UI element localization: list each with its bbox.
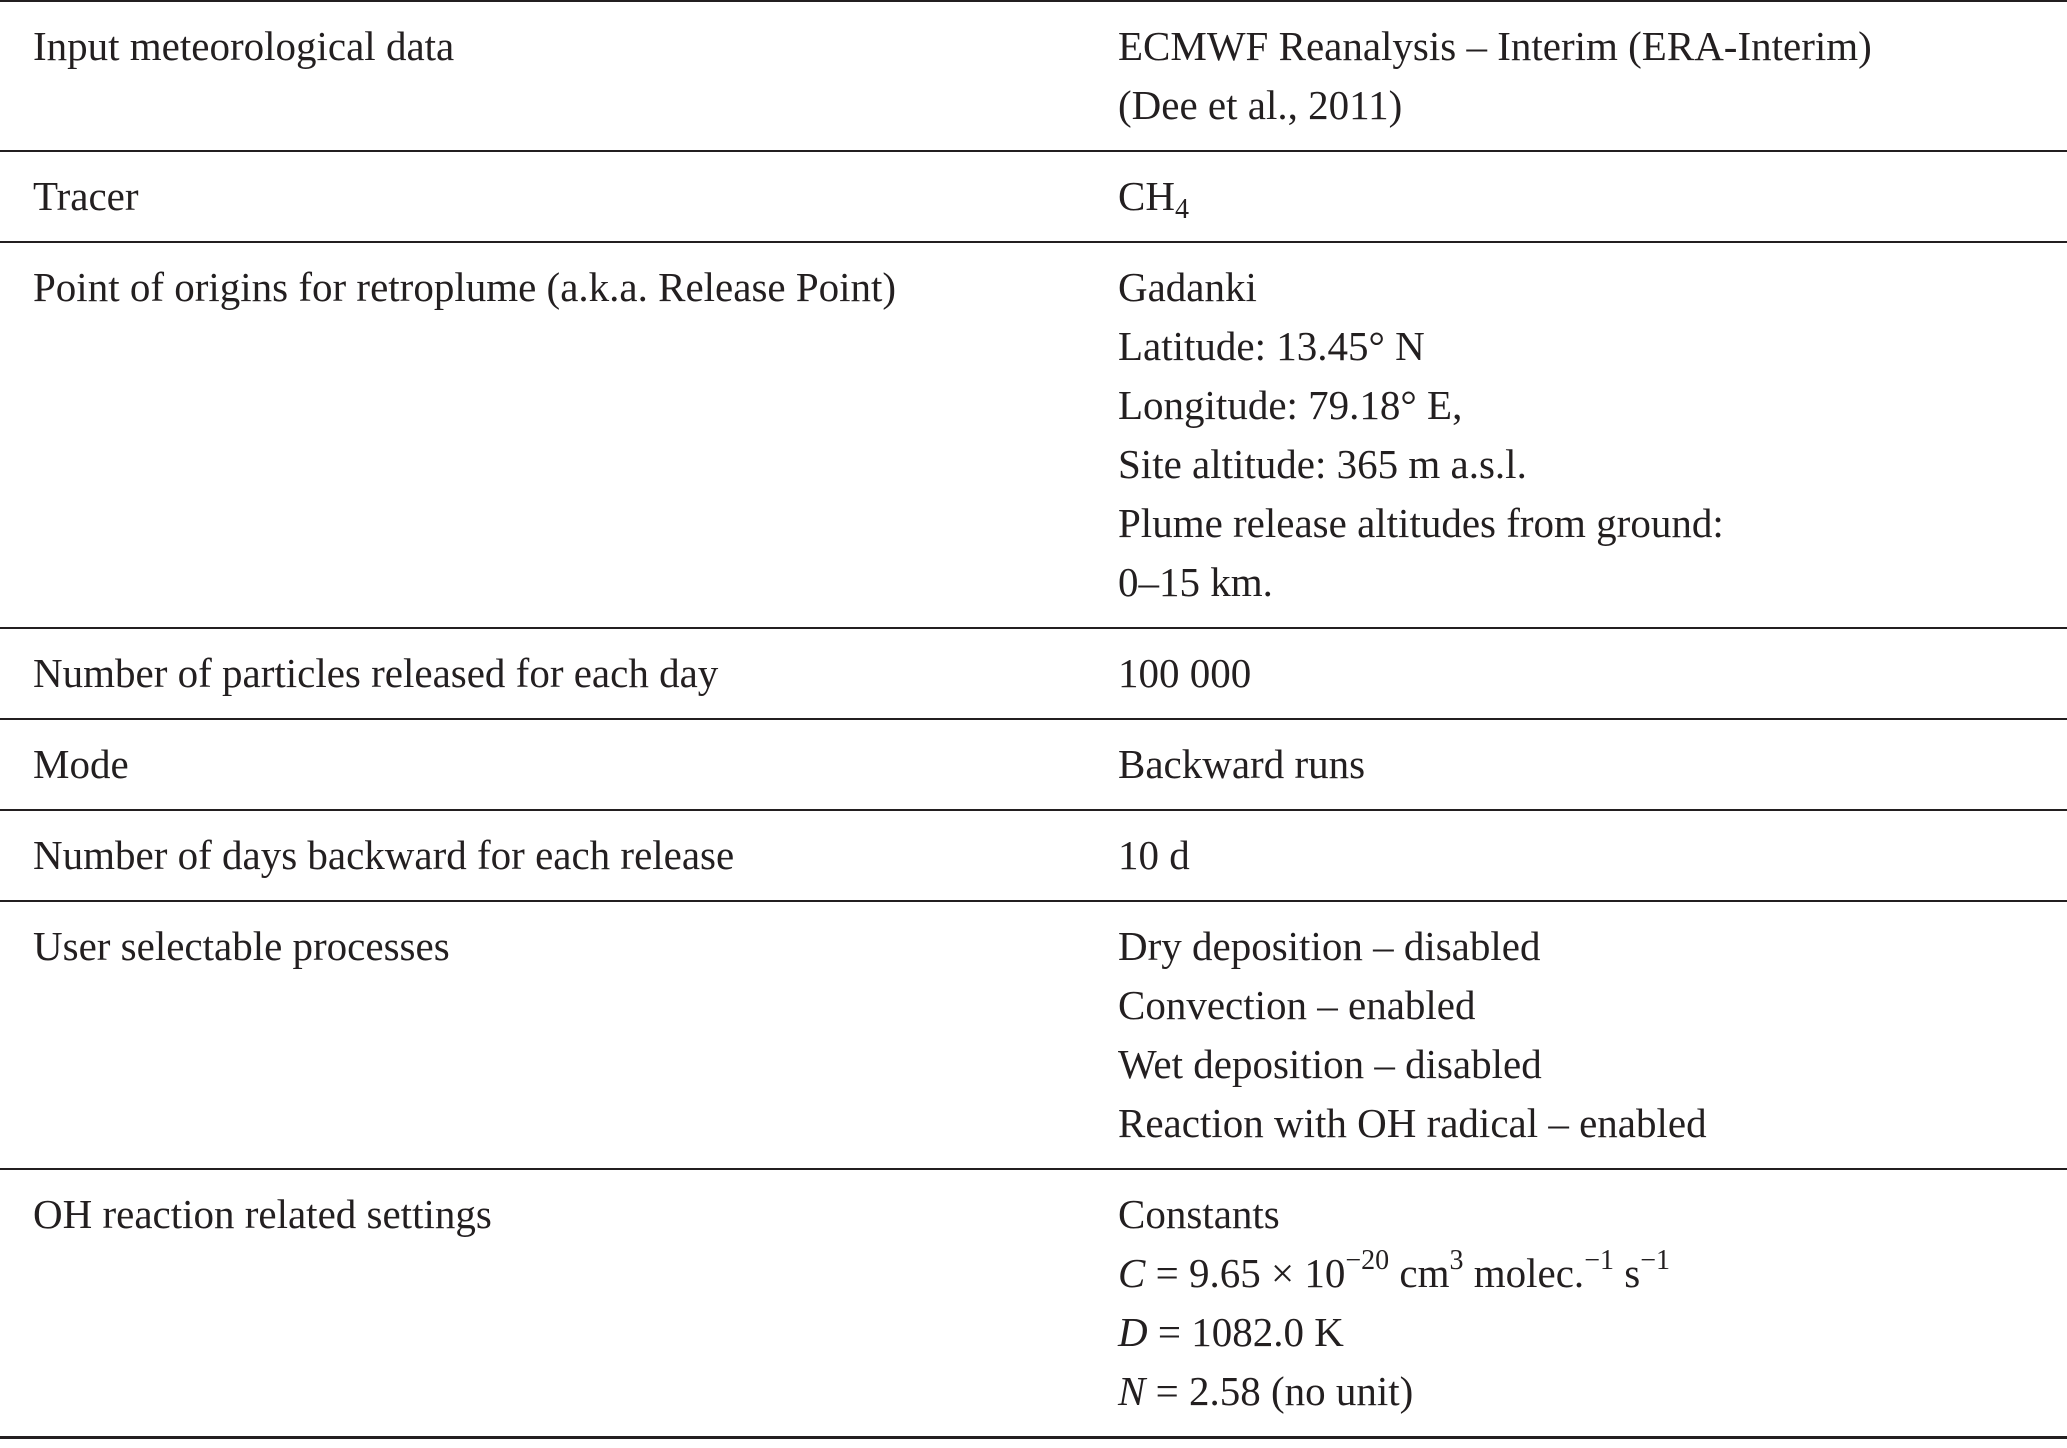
table-row [0, 901, 2067, 1169]
value-line: Constants [1118, 1191, 1280, 1237]
n-value: = 2.58 (no unit) [1145, 1368, 1414, 1414]
param-value [1118, 1169, 2067, 1438]
tracer-formula [1118, 167, 2067, 226]
table-row [0, 1169, 2067, 1438]
c-value: = 9.65 × 10 [1145, 1250, 1346, 1296]
c-exponent: −20 [1345, 1245, 1390, 1276]
formula-subscript: 4 [1174, 194, 1189, 225]
value-line: Latitude: 13.45° N [1118, 323, 1425, 369]
param-value [1118, 151, 2067, 242]
param-value [1118, 1, 2067, 151]
value-line: Convection – enabled [1118, 982, 1476, 1028]
value-line: Wet deposition – disabled [1118, 1041, 1542, 1087]
value-line: (Dee et al., 2011) [1118, 82, 1403, 128]
molec-exponent: −1 [1584, 1245, 1614, 1276]
table-row [0, 719, 2067, 810]
param-label: Mode [33, 741, 129, 787]
param-value [1118, 719, 2067, 810]
value-line: Backward runs [1118, 741, 1366, 787]
unit-molec: molec. [1463, 1250, 1585, 1296]
param-label: User selectable processes [33, 923, 450, 969]
formula-base: CH [1118, 173, 1175, 219]
s-exponent: −1 [1640, 1245, 1670, 1276]
param-value [1118, 242, 2067, 628]
value-line: 100 000 [1118, 650, 1252, 696]
param-label: Point of origins for retroplume (a.k.a. Release Point) [33, 264, 897, 310]
value-line: 10 d [1118, 832, 1190, 878]
value-line: Gadanki [1118, 264, 1257, 310]
table-row [0, 628, 2067, 719]
table-row [0, 242, 2067, 628]
d-value: = 1082.0 K [1147, 1309, 1344, 1355]
param-label: Input meteorological data [33, 23, 455, 69]
cm-exponent: 3 [1449, 1245, 1464, 1276]
constant-c [1118, 1244, 2067, 1303]
table-row [0, 151, 2067, 242]
constant-n [1118, 1362, 2067, 1421]
value-line: Dry deposition – disabled [1118, 923, 1541, 969]
param-label: Number of particles released for each day [33, 650, 719, 696]
param-label: Tracer [33, 173, 139, 219]
unit-cm: cm [1389, 1250, 1450, 1296]
value-line: Site altitude: 365 m a.s.l. [1118, 441, 1527, 487]
param-label: OH reaction related settings [33, 1191, 492, 1237]
value-line: Longitude: 79.18° E, [1118, 382, 1463, 428]
var-c: C [1118, 1250, 1146, 1296]
param-value [1118, 628, 2067, 719]
param-value [1118, 810, 2067, 901]
unit-s: s [1613, 1250, 1641, 1296]
param-value [1118, 901, 2067, 1169]
value-line: Reaction with OH radical – enabled [1118, 1100, 1707, 1146]
var-d: D [1118, 1309, 1148, 1355]
value-line: 0–15 km. [1118, 559, 1273, 605]
table-row [0, 810, 2067, 901]
table-row [0, 1, 2067, 151]
var-n: N [1118, 1368, 1146, 1414]
value-line: Plume release altitudes from ground: [1118, 500, 1724, 546]
constant-d [1118, 1303, 2067, 1362]
param-label: Number of days backward for each release [33, 832, 735, 878]
value-line: ECMWF Reanalysis – Interim (ERA-Interim) [1118, 23, 1872, 69]
